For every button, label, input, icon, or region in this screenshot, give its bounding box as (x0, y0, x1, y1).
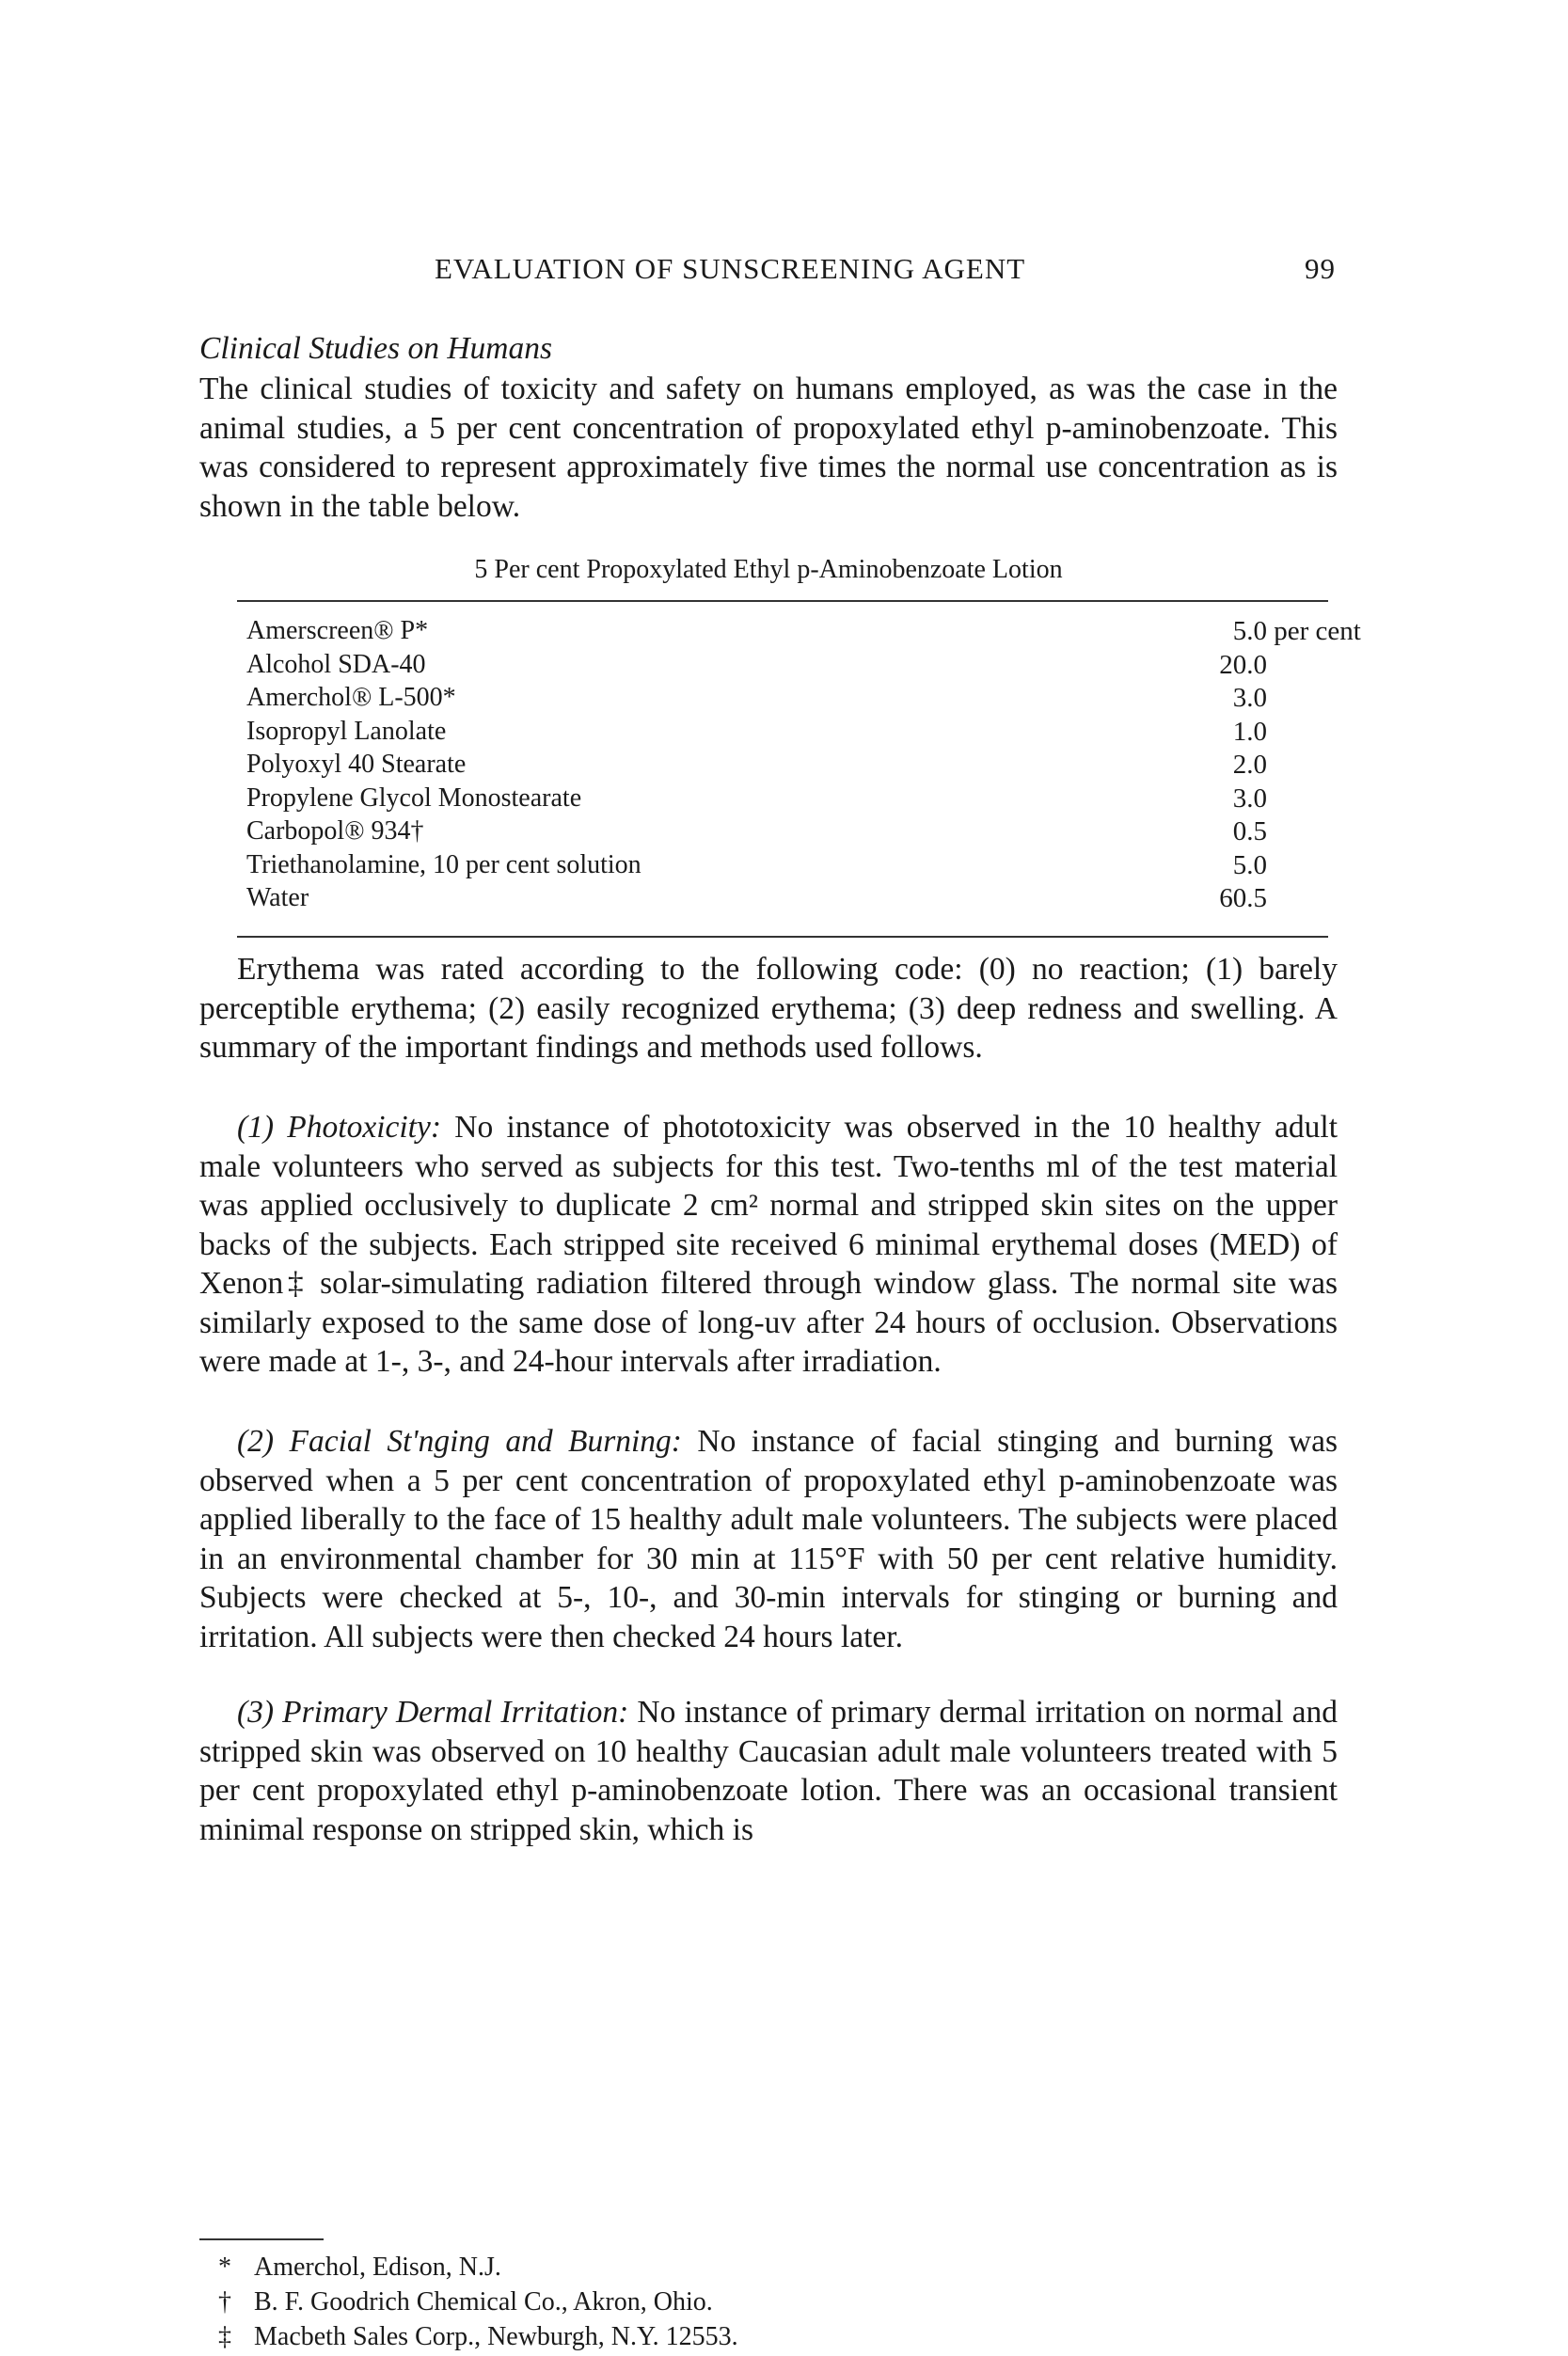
table-row (246, 616, 1361, 650)
ingredient-amount: 60.5 (1219, 883, 1267, 913)
intro-paragraph: The clinical studies of toxicity and safety on humans employed, as was the case in the animal studies, a 5 per cent concentration of propoxylated ethyl p-aminobenzoate. This was considered to represent approximately five times the normal use concentration as is shown in the table below. (199, 372, 1338, 524)
table-row (246, 683, 1328, 717)
ingredient-amount: 0.5 (1232, 816, 1267, 846)
table-title: 5 Per cent Propoxylated Ethyl p-Aminobenzoate Lotion (474, 555, 1063, 584)
ingredient-name: Water (246, 883, 309, 912)
paragraph-label: (2) Facial St'nging and Burning: (237, 1424, 682, 1459)
formula-table (246, 616, 1361, 917)
facial-stinging-paragraph (199, 1422, 1338, 1656)
ingredient-name: Amerchol® L-500* (246, 683, 456, 712)
photoxicity-paragraph (199, 1108, 1338, 1382)
footnote-text: Amerchol, Edison, N.J. (254, 2253, 501, 2282)
table-row (246, 816, 1328, 850)
footnote (199, 2250, 738, 2285)
ingredient-name: Triethanolamine, 10 per cent solution (246, 849, 641, 879)
table-row (246, 717, 1328, 751)
footnote-rule (199, 2238, 324, 2240)
paragraph-label: (1) Photoxicity: (237, 1110, 442, 1145)
paragraph-text: No instance of phototoxicity was observed in the 10 healthy adult male volunteers who served as subjects for this test. Two-tenths ml of the test material was applied occlusively to duplicate 2 cm² normal and stripped skin sites on the upper backs of the subjects. Each stripped site received 6 minimal erythemal doses (MED) of Xenon‡ solar-simulating radiation filtered through window glass. The normal site was similarly exposed to the same dose of long-uv after 24 hours of occlusion. Observations were made at 1-, 3-, and 24-hour intervals after irradiation. (199, 1110, 1338, 1379)
dermal-irritation-paragraph (199, 1693, 1338, 1849)
footnote-symbol: † (218, 2287, 231, 2316)
erythema-paragraph: Erythema was rated according to the following code: (0) no reaction; (1) barely perceptible erythema; (2) easily recognized erythema; (3) deep redness and swelling. A summary of the important findings and methods used follows. (199, 952, 1338, 1065)
table-row (246, 850, 1328, 884)
paragraph-text: No instance of primary dermal irritation on normal and stripped skin was observed on 10 healthy Caucasian adult male volunteers treated with 5 per cent propoxylated ethyl p-aminobenzoate lotion. There was an occasional transient minimal response on stripped skin, which is (199, 1695, 1338, 1847)
running-title: EVALUATION OF SUNSCREENING AGENT (435, 252, 1026, 285)
ingredient-amount: 3.0 (1232, 683, 1267, 713)
footnotes (199, 2250, 738, 2354)
ingredient-name: Carbopol® 934† (246, 816, 424, 846)
table-row (246, 650, 1328, 684)
page-number: 99 (1305, 252, 1336, 285)
footnote-text: Macbeth Sales Corp., Newburgh, N.Y. 12553. (254, 2322, 738, 2351)
footnote-symbol: ‡ (218, 2322, 231, 2351)
table-row (246, 783, 1328, 817)
ingredient-amount: 20.0 (1219, 649, 1267, 680)
footnote-symbol: * (218, 2253, 231, 2282)
ingredient-amount: 2.0 (1232, 750, 1267, 780)
table-row (246, 883, 1328, 917)
table-row (246, 750, 1328, 783)
section-heading: Clinical Studies on Humans (199, 331, 553, 366)
footnote (199, 2285, 738, 2319)
ingredient-name: Polyoxyl 40 Stearate (246, 750, 467, 779)
ingredient-amount: 1.0 (1232, 716, 1267, 747)
ingredient-amount: 5.0 (1232, 616, 1267, 646)
footnote (199, 2319, 738, 2354)
amount-unit: per cent (1274, 616, 1361, 646)
ingredient-name: Amerscreen® P* (246, 616, 429, 645)
ingredient-name: Isopropyl Lanolate (246, 716, 447, 746)
table-top-rule (237, 600, 1328, 602)
paragraph-text: No instance of facial stinging and burning was observed when a 5 per cent concentration of propoxylated ethyl p-aminobenzoate was applied liberally to the face of 15 healthy adult male volunteers. The subjects were placed in an environmental chamber for 30 min at 115°F with 50 per cent relative humidity. Subjects were checked at 5-, 10-, and 30-min intervals for stinging or burning and irritation. All subjects were then checked 24 hours later. (199, 1424, 1338, 1654)
ingredient-name: Alcohol SDA-40 (246, 649, 426, 679)
ingredient-name: Propylene Glycol Monostearate (246, 783, 582, 813)
table-bottom-rule (237, 936, 1328, 938)
ingredient-amount: 3.0 (1232, 783, 1267, 814)
paragraph-label: (3) Primary Dermal Irritation: (237, 1695, 629, 1730)
footnote-text: B. F. Goodrich Chemical Co., Akron, Ohio. (254, 2287, 713, 2316)
ingredient-amount: 5.0 (1232, 849, 1267, 880)
